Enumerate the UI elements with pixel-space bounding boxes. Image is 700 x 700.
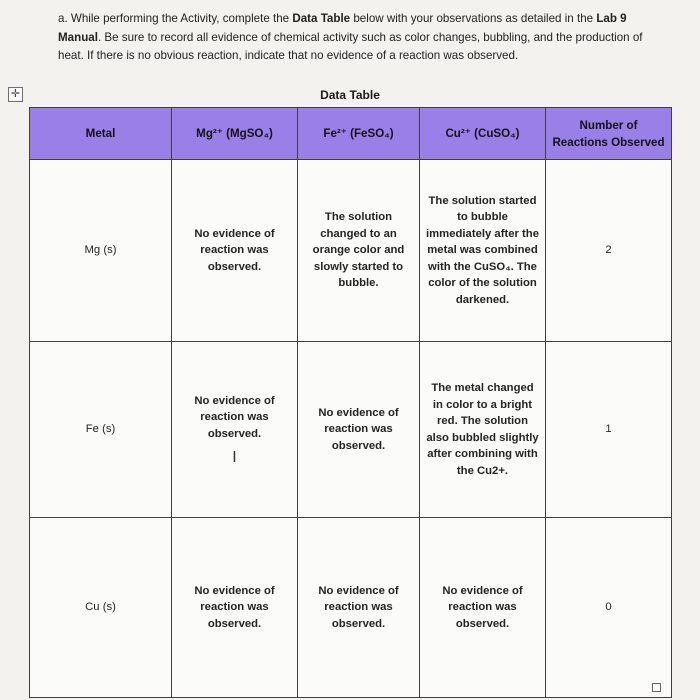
cell-metal[interactable]: Mg (s) (30, 160, 172, 342)
header-mg: Mg²⁺ (MgSO₄) (172, 108, 298, 160)
cell-fe[interactable]: No evidence of reaction was observed. (298, 518, 420, 698)
cell-cu[interactable]: The solution started to bubble immediately after the metal was combined with the CuSO₄. The color of the solution darkened. (420, 160, 546, 342)
instructions-mid: below with your observations as detailed in the (350, 12, 597, 25)
table-row (30, 160, 672, 342)
instructions-bold-lab-manual: Lab 9 Manual (58, 12, 627, 44)
table-caption: Data Table (320, 88, 380, 102)
cell-metal[interactable]: Fe (s) (30, 342, 172, 518)
cell-fe[interactable]: The solution changed to an orange color and slowly started to bubble. (298, 160, 420, 342)
header-fe: Fe²⁺ (FeSO₄) (298, 108, 420, 160)
header-metal: Metal (30, 108, 172, 160)
move-icon[interactable]: ✛ (8, 87, 23, 102)
instructions-bold-data-table: Data Table (292, 12, 351, 25)
cell-count[interactable]: 1 (546, 342, 672, 518)
cell-mg-text: No evidence of reaction was observed. (194, 394, 275, 440)
text-cursor-icon: I (232, 449, 237, 467)
table-row (30, 342, 672, 518)
instructions-paragraph (58, 10, 670, 66)
cell-fe[interactable]: No evidence of reaction was observed. (298, 342, 420, 518)
cell-metal[interactable]: Cu (s) (30, 518, 172, 698)
cell-mg[interactable]: No evidence of reaction was observed. (172, 518, 298, 698)
cell-cu[interactable]: No evidence of reaction was observed. (420, 518, 546, 698)
cell-count[interactable]: 0 (546, 518, 672, 698)
header-count: Number of Reactions Observed (546, 108, 672, 160)
instructions-prefix: a. While performing the Activity, complete the (58, 12, 293, 25)
header-cu: Cu²⁺ (CuSO₄) (420, 108, 546, 160)
cell-mg[interactable]: No evidence of reaction was observed. (172, 160, 298, 342)
header-row (30, 108, 672, 160)
cell-cu[interactable]: The metal changed in color to a bright red. The solution also bubbled slightly after combining with the Cu2+. (420, 342, 546, 518)
instructions-rest: . Be sure to record all evidence of chemical activity such as color changes, bubbling, and the production of heat. If there is no obvious reaction, indicate that no evidence of a reaction was observed. (58, 30, 643, 62)
data-table (29, 107, 672, 698)
cell-count[interactable]: 2 (546, 160, 672, 342)
cell-mg[interactable] (172, 342, 298, 518)
table-row (30, 518, 672, 698)
resize-handle[interactable] (652, 683, 661, 692)
